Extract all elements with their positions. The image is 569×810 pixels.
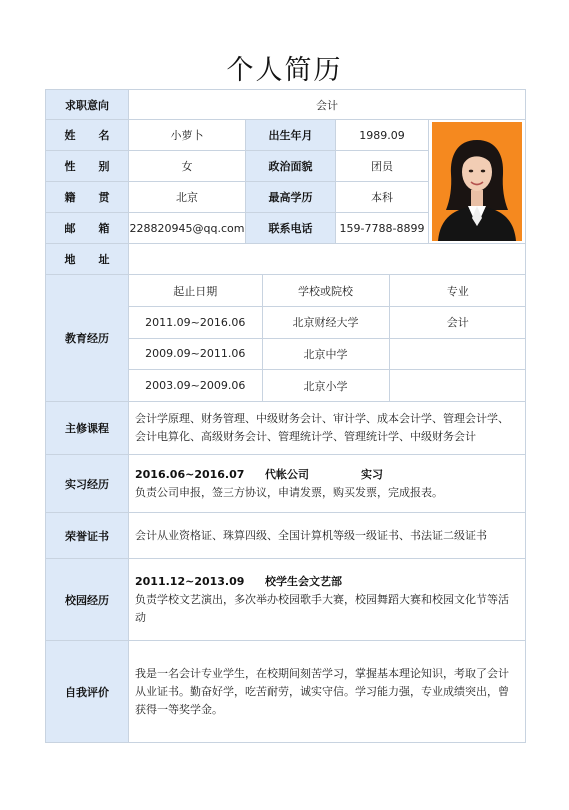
- name-label: 姓 名: [46, 120, 129, 151]
- degree-label: 最高学历: [246, 182, 336, 213]
- education-label: 教育经历: [46, 275, 129, 402]
- email-label: 邮 箱: [46, 213, 129, 244]
- education-row-1: [129, 307, 526, 339]
- address-row: [46, 244, 526, 275]
- internship-company: 代帐公司: [265, 467, 309, 481]
- self-eval-text: 我是一名会计专业学生，在校期间刻苦学习，掌握基本理论知识，考取了会计从业证书。勤奋好学，吃苦耐劳，诚实守信。学习能力强，专业成绩突出，曾获得一等奖学金。: [129, 641, 526, 743]
- job-row: [46, 90, 526, 120]
- internship-desc: 负责公司申报，签三方协议，申请发票，购买发票，完成报表。: [135, 485, 443, 499]
- campus-desc: 负责学校文艺演出，多次举办校园歌手大赛，校园舞蹈大赛和校园文化节等活动: [135, 592, 509, 624]
- internship-role: 实习: [361, 467, 383, 481]
- campus-row: [46, 559, 526, 641]
- phone-value: 159-7788-8899: [336, 213, 429, 244]
- courses-label: 主修课程: [46, 402, 129, 455]
- education-table: [129, 275, 526, 401]
- name-row: [46, 120, 526, 151]
- campus-label: 校园经历: [46, 559, 129, 641]
- education-row-2: [129, 338, 526, 370]
- name-value: 小萝卜: [129, 120, 246, 151]
- resume-table: [45, 89, 526, 743]
- certs-text: 会计从业资格证、珠算四级、全国计算机等级一级证书、书法证二级证书: [129, 513, 526, 559]
- internship-label: 实习经历: [46, 455, 129, 513]
- email-value: 228820945@qq.com: [129, 213, 246, 244]
- internship-period: 2016.06~2016.07: [135, 467, 245, 481]
- address-label: 地 址: [46, 244, 129, 275]
- politics-label: 政治面貌: [246, 151, 336, 182]
- phone-label: 联系电话: [246, 213, 336, 244]
- campus-heading: [135, 573, 519, 591]
- self-eval-row: [46, 641, 526, 743]
- education-school: 北京小学: [262, 370, 389, 402]
- origin-label: 籍 贯: [46, 182, 129, 213]
- certs-label: 荣誉证书: [46, 513, 129, 559]
- internship-row: [46, 455, 526, 513]
- birth-value: 1989.09: [336, 120, 429, 151]
- self-eval-label: 自我评价: [46, 641, 129, 743]
- campus-org: 校学生会文艺部: [265, 574, 342, 588]
- campus-cell: [129, 559, 526, 641]
- education-cell: [129, 275, 526, 402]
- gender-value: 女: [129, 151, 246, 182]
- courses-text: 会计学原理、财务管理、中级财务会计、审计学、成本会计学、管理会计学、会计电算化、高级财务会计、管理统计学、管理统计学、中级财务会计: [129, 402, 526, 455]
- gender-label: 性 别: [46, 151, 129, 182]
- internship-cell: [129, 455, 526, 513]
- education-row-3: [129, 370, 526, 402]
- job-label: 求职意向: [46, 90, 129, 120]
- courses-row: [46, 402, 526, 455]
- internship-heading: [135, 466, 519, 484]
- degree-value: 本科: [336, 182, 429, 213]
- education-school: 北京中学: [262, 338, 389, 370]
- education-date: 2009.09~2011.06: [129, 338, 262, 370]
- politics-value: 团员: [336, 151, 429, 182]
- job-value: 会计: [129, 90, 526, 120]
- campus-period: 2011.12~2013.09: [135, 574, 245, 588]
- education-header-school: 学校或院校: [262, 275, 389, 307]
- education-major: 会计: [389, 307, 526, 339]
- education-major: [389, 370, 526, 402]
- page-title: 个人简历: [226, 55, 343, 86]
- education-date: 2003.09~2009.06: [129, 370, 262, 402]
- education-major: [389, 338, 526, 370]
- education-header-row: [129, 275, 526, 307]
- education-school: 北京财经大学: [262, 307, 389, 339]
- education-header-major: 专业: [389, 275, 526, 307]
- certs-row: [46, 513, 526, 559]
- origin-value: 北京: [129, 182, 246, 213]
- profile-photo: [432, 122, 522, 241]
- address-value: [129, 244, 526, 275]
- education-row: [46, 275, 526, 402]
- photo-cell: [429, 120, 526, 244]
- education-date: 2011.09~2016.06: [129, 307, 262, 339]
- education-header-date: 起止日期: [129, 275, 262, 307]
- birth-label: 出生年月: [246, 120, 336, 151]
